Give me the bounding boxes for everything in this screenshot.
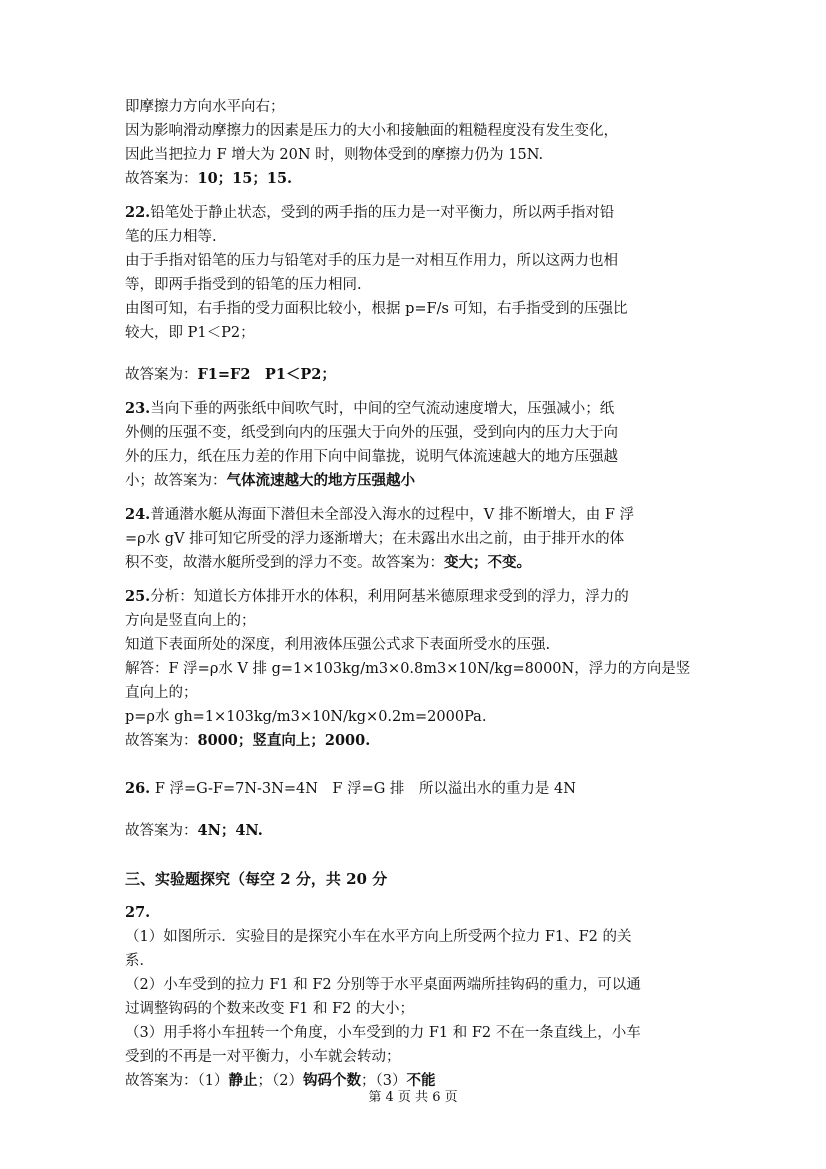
text-line: 过调整钩码的个数来改变 F1 和 F2 的大小； bbox=[125, 1001, 415, 1017]
question-26 bbox=[125, 777, 715, 801]
answer-separator: ；（2） bbox=[257, 1073, 303, 1089]
text-line: 由图可知，右手指的受力面积比较小，根据 p=F/s 可知，右手指受到的压强比 bbox=[125, 301, 628, 317]
answer-line bbox=[125, 167, 715, 191]
answer-value: 静止 bbox=[228, 1072, 258, 1089]
answer-separator: ；（3） bbox=[360, 1073, 407, 1089]
question-number: 27. bbox=[125, 904, 151, 921]
answer-line bbox=[125, 819, 715, 843]
text-line: 铅笔处于静止状态，受到的两手指的压力是一对平衡力，所以两手指对铅 bbox=[150, 205, 615, 221]
answer-value: 气体流速越大的地方压强越小 bbox=[226, 472, 415, 489]
text-line: 解答：F 浮=ρ水 V 排 g=1×103kg/m3×0.8m3×10N/kg=8000N，浮力的方向是竖 bbox=[125, 661, 691, 677]
question-22 bbox=[125, 201, 715, 225]
answer-value: 钩码个数 bbox=[302, 1072, 361, 1089]
text-line: 较大，即 P1＜P2； bbox=[125, 325, 255, 341]
answer-value: F1=F2 P1＜P2； bbox=[197, 366, 336, 383]
text-line: p=ρ水 gh=1×103kg/m3×10N/kg×0.2m=2000Pa. bbox=[125, 709, 487, 725]
text-line: （1）如图所示．实验目的是探究小车在水平方向上所受两个拉力 F1、F2 的关 bbox=[125, 929, 632, 945]
question-number: 22. bbox=[125, 204, 151, 221]
text-line: 笔的压力相等. bbox=[125, 229, 217, 245]
text-line: =ρ水 gV 排可知它所受的浮力逐渐增大；在未露出水出之前，由于排开水的体 bbox=[125, 531, 625, 547]
text-line: F 浮=G-F=7N-3N=4N F 浮=G 排 所以溢出水的重力是 4N bbox=[154, 781, 576, 797]
answer-prefix: 小；故答案为： bbox=[125, 473, 227, 489]
question-number: 25. bbox=[125, 588, 151, 605]
text-line: （2）小车受到的拉力 F1 和 F2 分别等于水平桌面两端所挂钩码的重力，可以通 bbox=[125, 977, 641, 993]
text-line: 分析：知道长方体排开水的体积，利用阿基米德原理求受到的浮力，浮力的 bbox=[150, 589, 629, 605]
answer-prefix: 故答案为： bbox=[125, 171, 198, 187]
text-line: （3）用手将小车扭转一个角度，小车受到的力 F1 和 F2 不在一条直线上，小车 bbox=[125, 1025, 641, 1041]
text-line: 等，即两手指受到的铅笔的压力相同. bbox=[125, 277, 362, 293]
text-line: 由于手指对铅笔的压力与铅笔对手的压力是一对相互作用力，所以这两力也相 bbox=[125, 253, 618, 269]
text-line: 直向上的； bbox=[125, 685, 198, 701]
section-heading: 三、实验题探究（每空 2 分，共 20 分 bbox=[125, 870, 388, 888]
text-line: 系． bbox=[125, 953, 154, 969]
answer-line bbox=[125, 469, 715, 493]
question-24 bbox=[125, 503, 715, 527]
answer-prefix: 故答案为：（1） bbox=[125, 1073, 229, 1089]
page-content bbox=[125, 95, 715, 1093]
answer-line bbox=[125, 729, 715, 753]
question-number: 23. bbox=[125, 400, 151, 417]
text-line: 方向是竖直向上的； bbox=[125, 613, 256, 629]
text-line: 因此当把拉力 F 增大为 20N 时，则物体受到的摩擦力仍为 15N. bbox=[125, 147, 544, 163]
answer-value: 变大；不变。 bbox=[444, 554, 531, 571]
answer-line bbox=[125, 363, 715, 387]
text-line: 受到的不再是一对平衡力，小车就会转动； bbox=[125, 1049, 401, 1065]
text-line: 普通潜水艇从海面下潜但未全部没入海水的过程中，V 排不断增大，由 F 浮 bbox=[150, 507, 635, 523]
question-25 bbox=[125, 585, 715, 609]
answer-value: 10；15；15. bbox=[197, 170, 293, 187]
text-line: 外的压力，纸在压力差的作用下向中间靠拢，说明气体流速越大的地方压强越 bbox=[125, 449, 618, 465]
question-23 bbox=[125, 397, 715, 421]
answer-prefix: 积不变，故潜水艇所受到的浮力不变。故答案为： bbox=[125, 555, 444, 571]
question-number: 24. bbox=[125, 506, 151, 523]
answer-line bbox=[125, 551, 715, 575]
question-number: 26. bbox=[125, 780, 151, 797]
answer-prefix: 故答案为： bbox=[125, 367, 198, 383]
text-line: 因为影响滑动摩擦力的因素是压力的大小和接触面的粗糙程度没有发生变化， bbox=[125, 123, 618, 139]
text-line: 外侧的压强不变，纸受到向内的压强大于向外的压强，受到向内的压力大于向 bbox=[125, 425, 618, 441]
text-line: 即摩擦力方向水平向右； bbox=[125, 99, 285, 115]
text-line: 知道下表面所处的深度，利用液体压强公式求下表面所受水的压强. bbox=[125, 637, 551, 653]
answer-value: 不能 bbox=[406, 1072, 436, 1089]
answer-value: 4N；4N. bbox=[197, 822, 263, 839]
page-footer: 第 4 页 共 6 页 bbox=[368, 1090, 458, 1105]
text-line: 当向下垂的两张纸中间吹气时，中间的空气流动速度增大，压强减小；纸 bbox=[150, 401, 615, 417]
answer-value: 8000；竖直向上；2000. bbox=[197, 732, 371, 749]
answer-prefix: 故答案为： bbox=[125, 733, 198, 749]
answer-prefix: 故答案为： bbox=[125, 823, 198, 839]
